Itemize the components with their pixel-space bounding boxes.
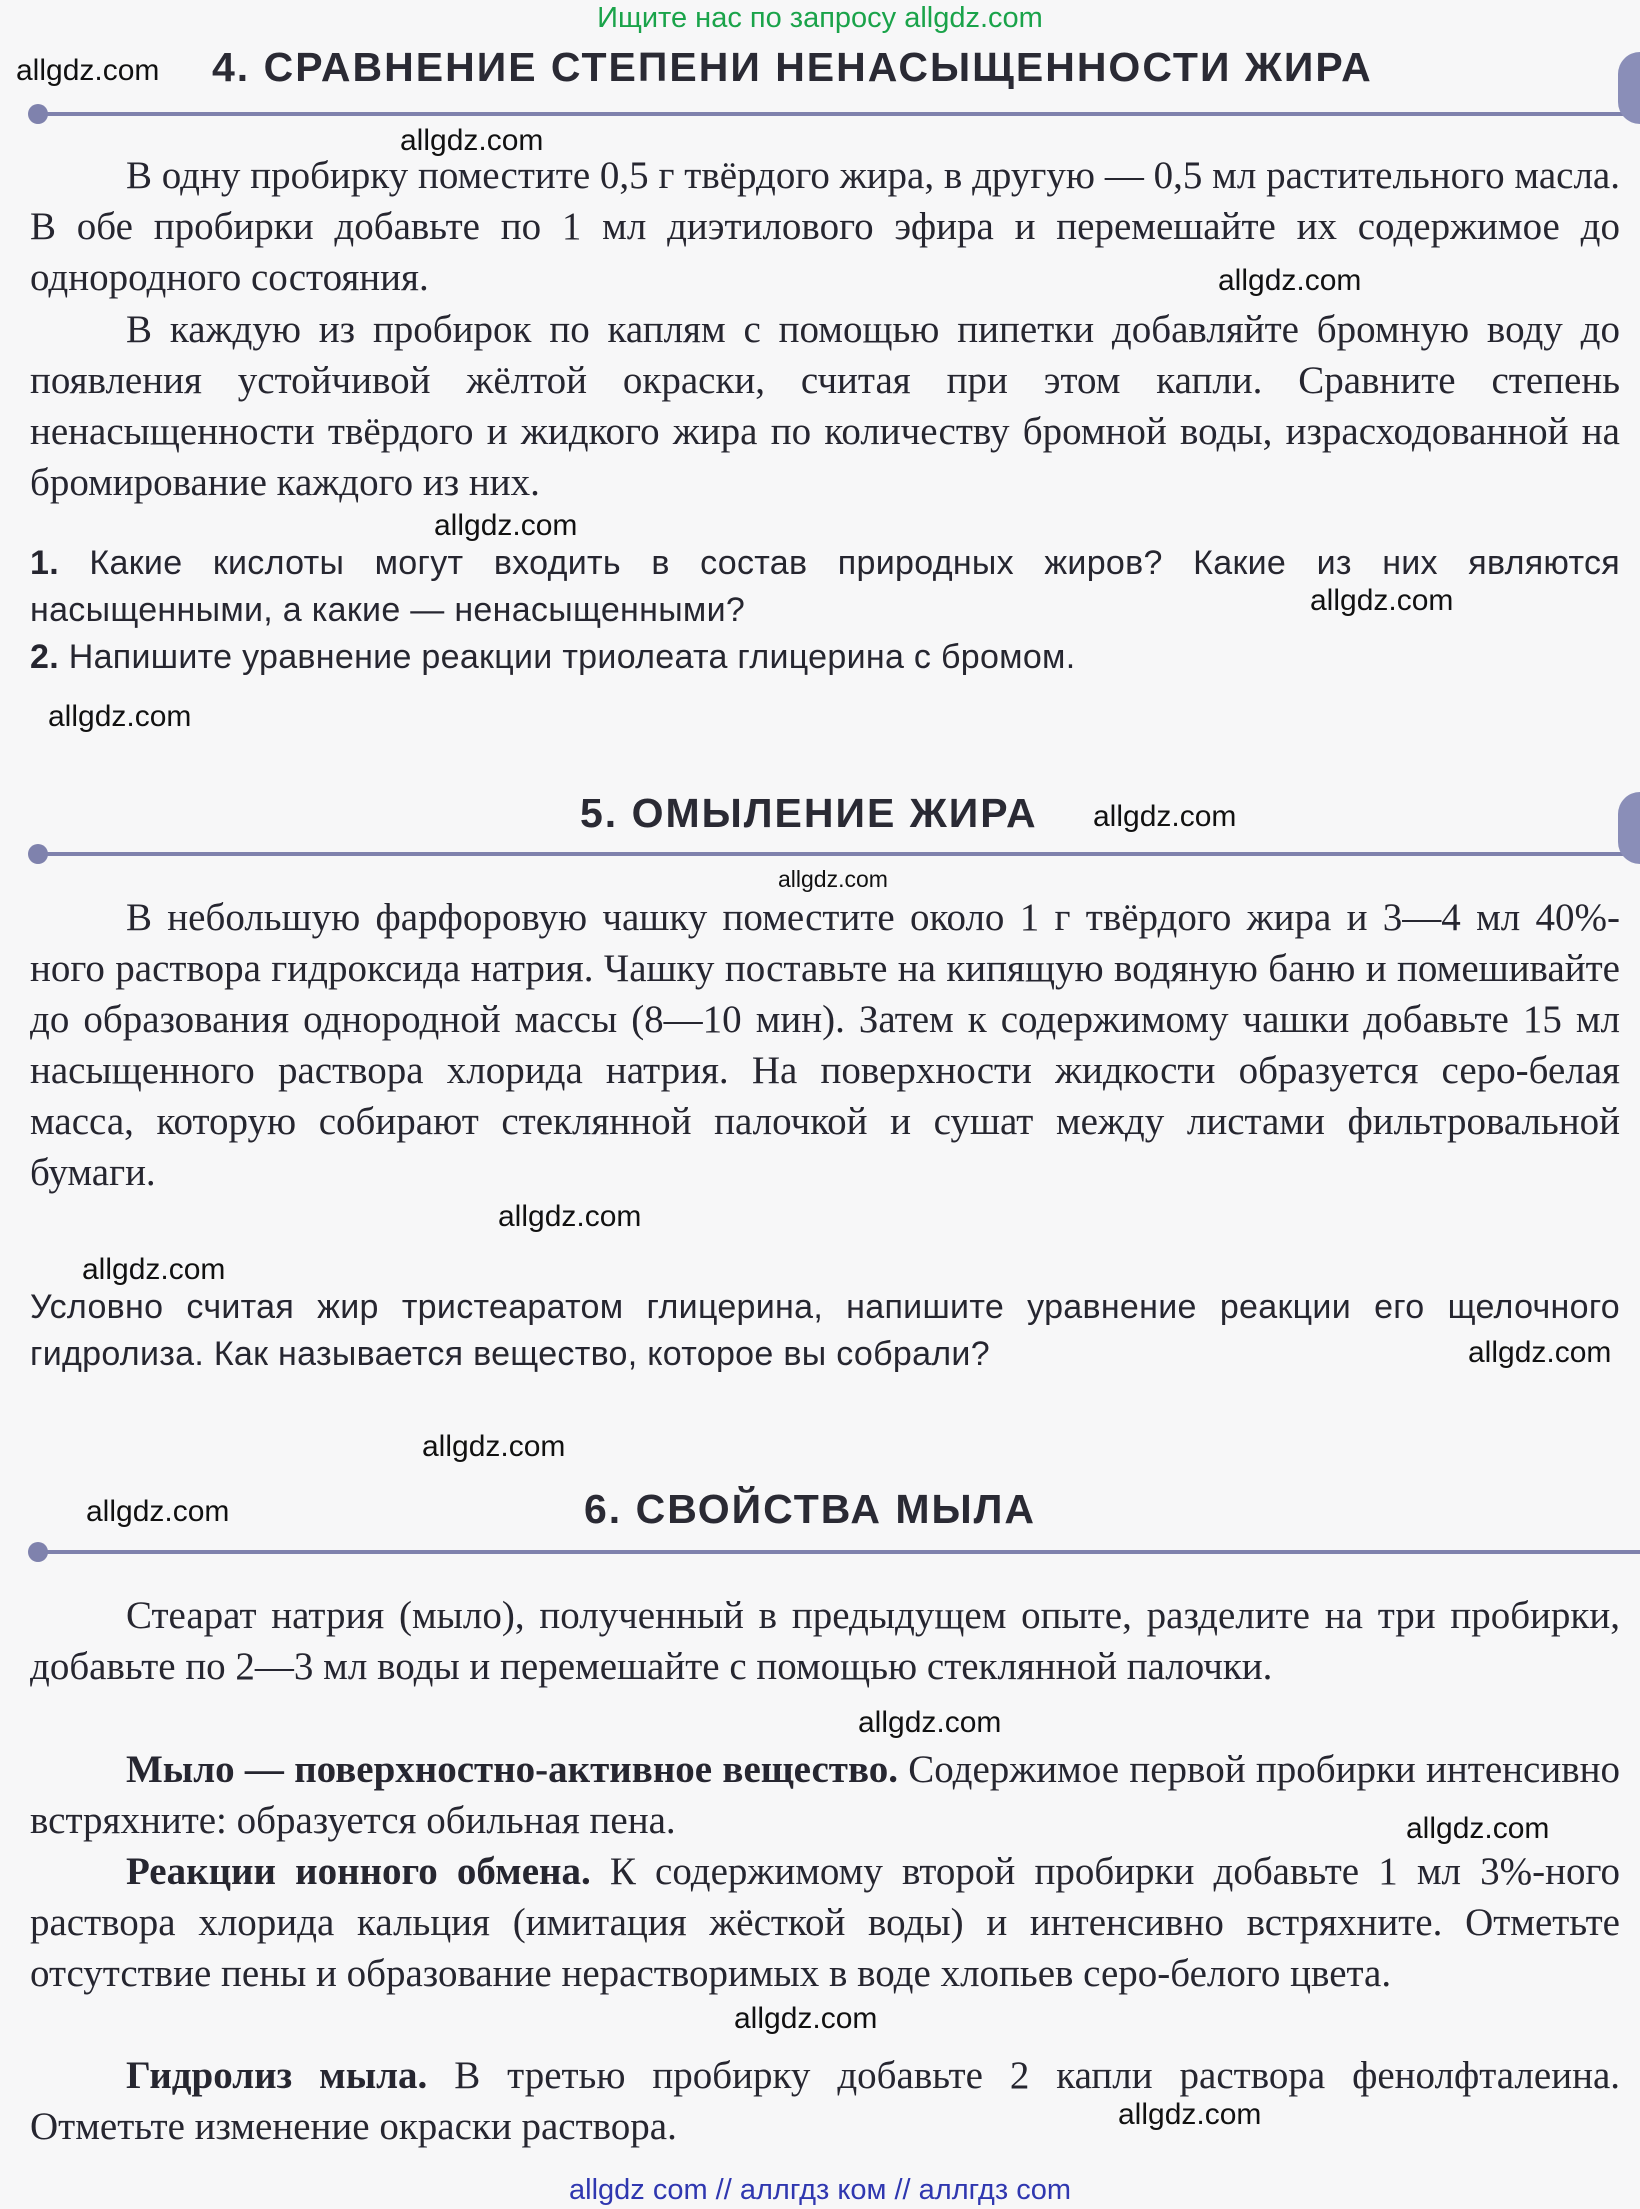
question-2	[30, 634, 1620, 681]
bottom-banner[interactable]: allgdz com // аллгдз ком // аллгдз com	[569, 2174, 1071, 2206]
top-banner[interactable]: Ищите нас по запросу allgdz.com	[597, 2, 1043, 34]
page-edge-tab	[1618, 792, 1640, 864]
watermark: allgdz.com	[1218, 264, 1362, 297]
section-4-paragraph-2	[30, 304, 1620, 508]
watermark: allgdz.com	[16, 54, 160, 87]
section-5-rule	[36, 852, 1640, 856]
watermark: allgdz.com	[778, 866, 888, 892]
section-4-paragraph-1	[30, 150, 1620, 303]
section-6-paragraph-3	[30, 1846, 1620, 1999]
section-4-paragraph-1-text: В одну пробирку поместите 0,5 г твёрдого жира, в другую — 0,5 мл растительного масла. В обе пробирки добавьте по 1 мл диэтилового эфира и перемешайте их содержимое до однородного состояния.	[30, 154, 1620, 299]
watermark: allgdz.com	[422, 1430, 566, 1463]
question-1-number: 1.	[30, 544, 59, 582]
watermark: allgdz.com	[86, 1495, 230, 1528]
watermark: allgdz.com	[734, 2002, 878, 2035]
section-6-rule	[36, 1550, 1640, 1554]
question-1-text: Какие кислоты могут входить в состав природных жиров? Какие из них являются насыщенными, а какие — ненасыщенными?	[30, 544, 1620, 629]
watermark: allgdz.com	[1468, 1336, 1612, 1369]
section-5-question: Условно считая жир тристеаратом глицерина, напишите уравнение реакции его щелочного гидролиза. Как называется вещество, которое вы собрали?	[30, 1288, 1620, 1373]
section-6-paragraph-2-text: Содержимое первой пробирки интенсивно встряхните: образуется обильная пена.	[30, 1748, 1620, 1842]
page-edge-tab	[1618, 52, 1640, 124]
section-6-paragraph-1	[30, 1590, 1620, 1692]
watermark: allgdz.com	[1406, 1812, 1550, 1845]
section-6-paragraph-1-text: Стеарат натрия (мыло), полученный в предыдущем опыте, разделите на три пробирки, добавьте по 2—3 мл воды и перемешайте с помощью стеклянной палочки.	[30, 1594, 1620, 1688]
section-5-heading: 5. ОМЫЛЕНИЕ ЖИРА	[580, 790, 1038, 836]
section-6-heading: 6. СВОЙСТВА МЫЛА	[584, 1486, 1037, 1532]
watermark: allgdz.com	[82, 1253, 226, 1286]
watermark: allgdz.com	[400, 124, 544, 157]
question-2-text: Напишите уравнение реакции триолеата глицерина с бромом.	[68, 638, 1076, 676]
section-6-paragraph-3-lead: Реакции ионного обмена.	[126, 1850, 591, 1893]
section-4-rule	[36, 112, 1640, 116]
section-5-paragraph-1-text: В небольшую фарфоровую чашку поместите около 1 г твёрдого жира и 3—4 мл 40%-ного раствора гидроксида натрия. Чашку поставьте на кипящую водяную баню и помешивайте до образования однородной массы (8—10 мин). Затем к содержимому чашки добавьте 15 мл насыщенного раствора хлорида натрия. На поверхности жидкости образуется серо-белая масса, которую собирают стеклянной палочкой и сушат между листами фильтровальной бумаги.	[30, 896, 1620, 1194]
watermark: allgdz.com	[434, 509, 578, 542]
section-6-paragraph-2	[30, 1744, 1620, 1846]
section-4-paragraph-2-text: В каждую из пробирок по каплям с помощью пипетки добавляйте бромную воду до появления устойчивой жёлтой окраски, считая при этом капли. Сравните степень ненасыщенности твёрдого и жидкого жира по количеству бромной воды, израсходованной на бромирование каждого из них.	[30, 308, 1620, 504]
watermark: allgdz.com	[1310, 584, 1454, 617]
section-6-paragraph-2-lead: Мыло — поверхностно-активное вещество.	[126, 1748, 898, 1791]
section-6-paragraph-4-text: В третью пробирку добавьте 2 капли раствора фенолфталеина. Отметьте изменение окраски раствора.	[30, 2054, 1621, 2148]
section-4-heading: 4. СРАВНЕНИЕ СТЕПЕНИ НЕНАСЫЩЕННОСТИ ЖИРА	[212, 44, 1373, 90]
watermark: allgdz.com	[1118, 2098, 1262, 2131]
watermark: allgdz.com	[48, 700, 192, 733]
question-2-number: 2.	[30, 638, 59, 676]
watermark: allgdz.com	[1093, 800, 1237, 833]
section-5-paragraph-1	[30, 892, 1620, 1198]
section-6-paragraph-4	[30, 2050, 1620, 2152]
watermark: allgdz.com	[858, 1706, 1002, 1739]
watermark: allgdz.com	[498, 1200, 642, 1233]
section-6-paragraph-3-text: К содержимому второй пробирки добавьте 1 мл 3%-ного раствора хлорида кальция (имитация жёсткой воды) и интенсивно встряхните. Отметьте отсутствие пены и образование нерастворимых в воде хлопьев серо-белого цвета.	[30, 1850, 1620, 1995]
section-6-paragraph-4-lead: Гидролиз мыла.	[126, 2054, 428, 2097]
